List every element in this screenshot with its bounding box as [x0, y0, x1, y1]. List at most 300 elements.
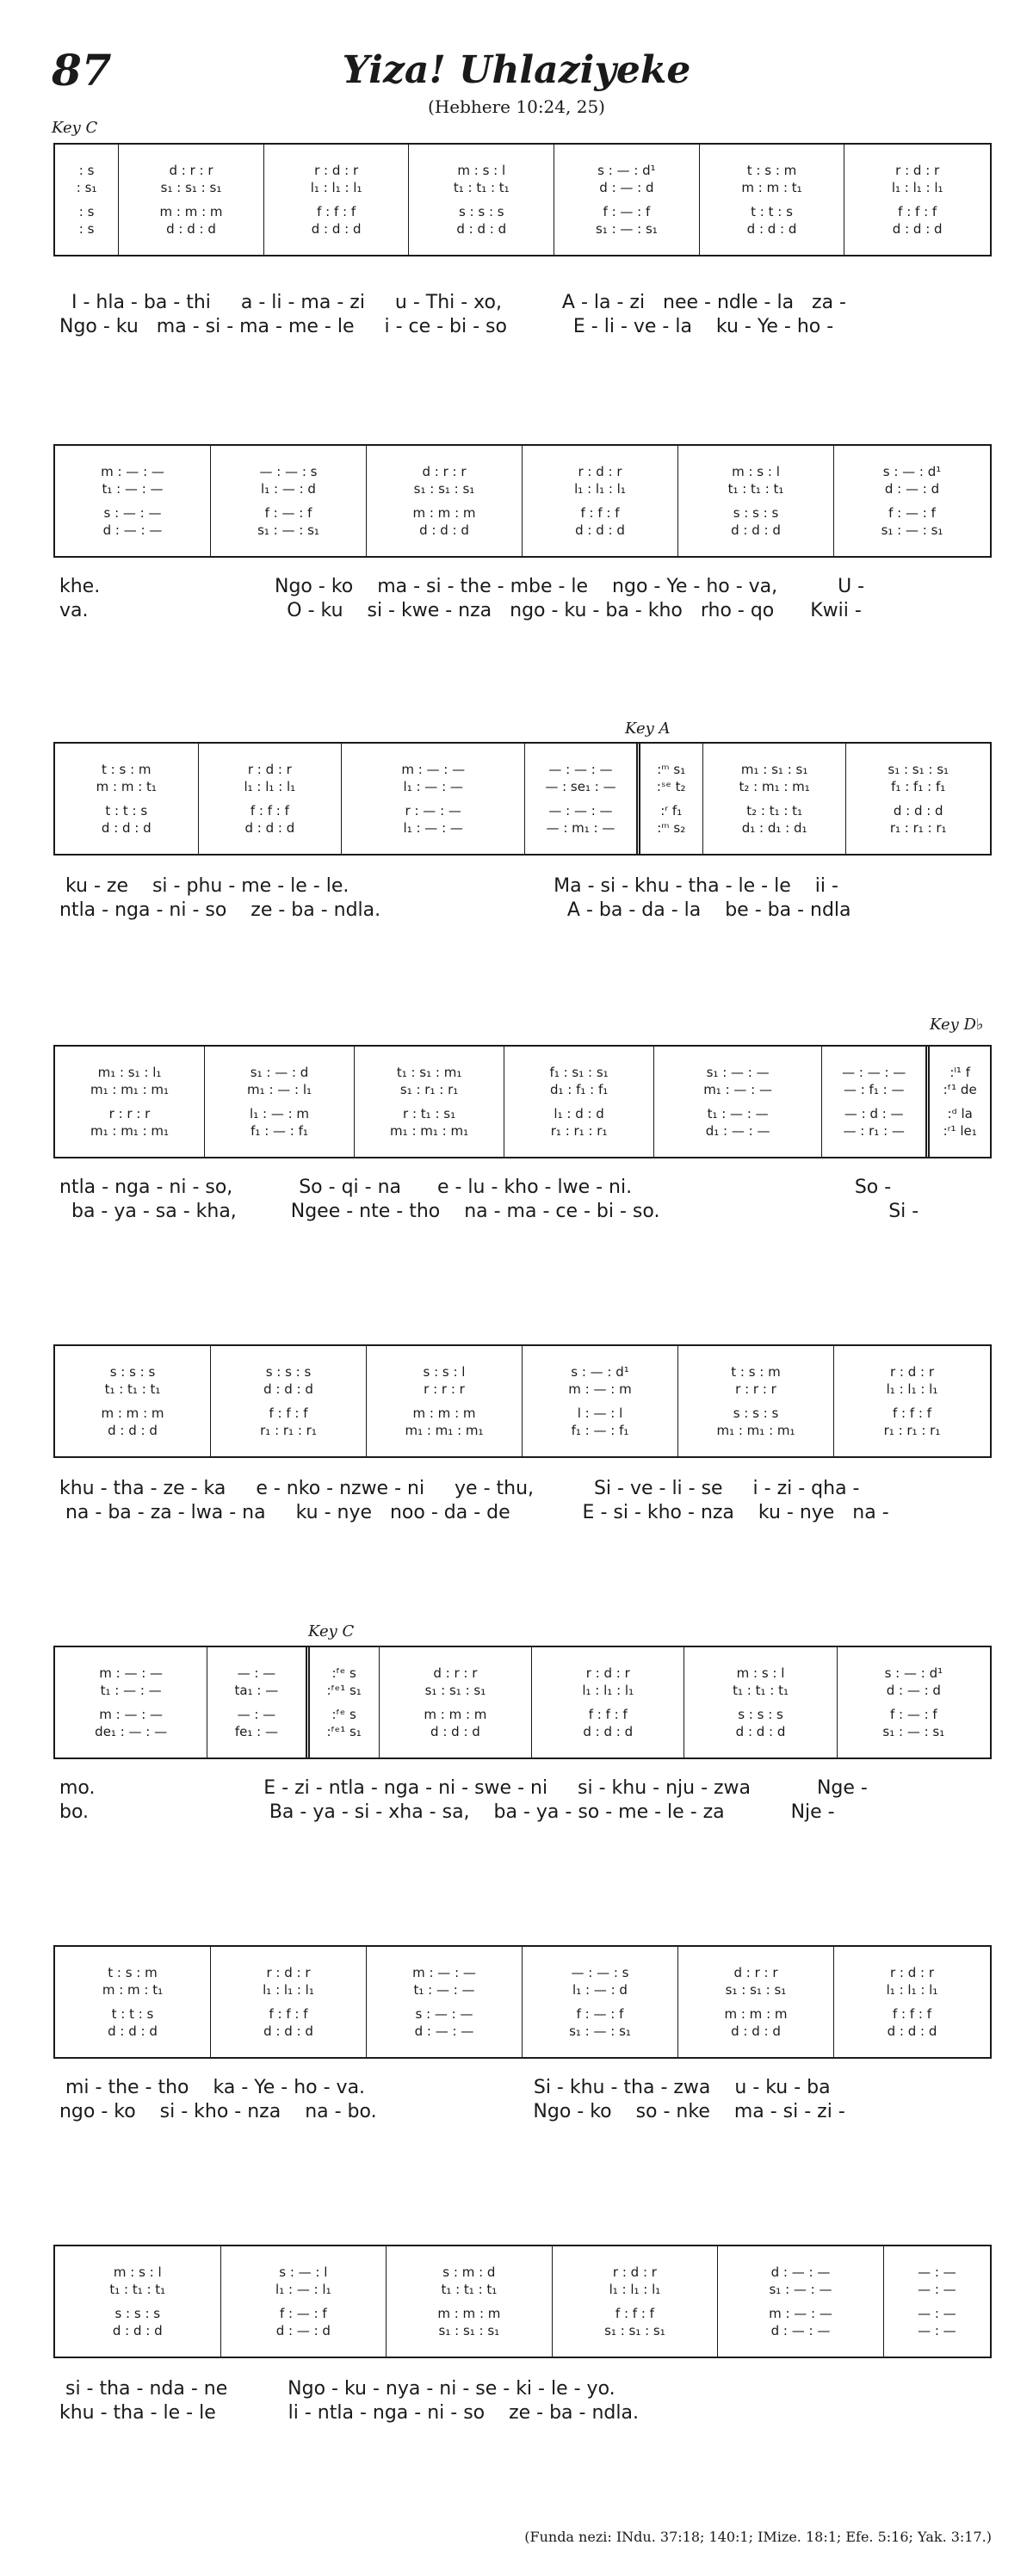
voice-part-4: d : d : d [731, 2023, 781, 2039]
voice-part-4: :ᵐ s₂ [657, 820, 686, 836]
lyrics-block-2 [53, 575, 992, 623]
voice-part-1: s₁ : — : d [250, 1065, 309, 1080]
lyrics-block-3 [53, 874, 992, 923]
voice-part-3: t : t : s [751, 204, 793, 219]
measure [930, 1047, 990, 1157]
voice-part-4: r₁ : r₁ : r₁ [883, 1423, 941, 1438]
measure [367, 1346, 523, 1456]
voice-part-4: m₁ : m₁ : m₁ [405, 1423, 484, 1438]
voice-part-1: — : — : s [259, 464, 318, 479]
voice-part-4: d : — : — [102, 522, 163, 538]
voice-part-2: d : d : d [263, 1381, 313, 1397]
voice-part-1: t : s : m [102, 762, 152, 777]
voice-part-4: d₁ : — : — [705, 1123, 770, 1139]
voice-part-4: d : d : d [101, 820, 152, 836]
voice-part-4: d : d : d [575, 522, 625, 538]
voice-part-1: s : m : d [442, 2264, 496, 2280]
measure [211, 1947, 367, 2057]
voice-part-2: l₁ : l₁ : l₁ [574, 481, 626, 497]
hymn-title: Yiza! Uhlaziyeke [342, 48, 691, 92]
voice-part-3: f : — : f [889, 1707, 937, 1722]
measure [55, 2246, 221, 2357]
voice-part-1: — : — : s [571, 1965, 629, 1980]
voice-part-3: m : m : m [412, 505, 476, 521]
measure [523, 1346, 678, 1456]
voice-part-1: m : s : l [457, 163, 506, 178]
measure [367, 446, 523, 556]
score-system-3 [53, 742, 992, 856]
voice-part-3: t : t : s [111, 2006, 154, 2022]
score-system-7 [53, 1945, 992, 2059]
voice-part-3: r : r : r [108, 1106, 151, 1121]
voice-part-1: m : s : l [732, 464, 780, 479]
lyric-verse-2: va. O - ku si - kwe - nza ngo - ku - ba - kho rho - qo Kwii - [53, 600, 862, 621]
lyrics-block-8 [53, 2377, 992, 2425]
voice-part-2: m₁ : — : — [703, 1082, 772, 1097]
voice-part-4: s₁ : s₁ : s₁ [438, 2323, 500, 2338]
voice-part-1: m : — : — [401, 762, 466, 777]
voice-part-2: d : — : d [884, 481, 940, 497]
voice-part-2: l₁ : l₁ : l₁ [310, 180, 362, 195]
voice-part-4: s₁ : — : s₁ [257, 522, 319, 538]
voice-part-4: — : — [918, 2323, 956, 2338]
score-system-5 [53, 1344, 992, 1458]
lyric-verse-1: khe. Ngo - ko ma - si - the - mbe - le ngo - Ye - ho - va, U - [53, 576, 865, 597]
voice-part-1: s : — : d¹ [884, 1665, 943, 1681]
voice-part-4: r₁ : r₁ : r₁ [889, 820, 947, 836]
voice-part-1: m₁ : s₁ : s₁ [740, 762, 808, 777]
voice-part-4: f₁ : — : f₁ [571, 1423, 629, 1438]
lyric-verse-1: si - tha - nda - ne Ngo - ku - nya - ni - se - ki - le - yo. [53, 2378, 615, 2400]
voice-part-2: s₁ : s₁ : s₁ [160, 180, 222, 195]
voice-part-4: de₁ : — : — [95, 1724, 168, 1739]
voice-part-3: r : t₁ : s₁ [403, 1106, 456, 1121]
voice-part-4: l₁ : — : — [403, 820, 463, 836]
measure [684, 1647, 837, 1757]
measure [211, 446, 367, 556]
voice-part-1: t : s : m [731, 1364, 781, 1380]
voice-part-4: m₁ : m₁ : m₁ [90, 1123, 170, 1139]
measure [838, 1647, 990, 1757]
voice-part-2: l₁ : l₁ : l₁ [244, 779, 296, 794]
voice-part-3: f : f : f [588, 1707, 628, 1722]
measure [55, 744, 199, 854]
voice-part-3: s : s : s [733, 1405, 779, 1421]
voice-part-3: f : f : f [898, 204, 937, 219]
voice-part-1: s : s : l [423, 1364, 466, 1380]
measure [678, 1346, 834, 1456]
voice-part-4: s₁ : — : s₁ [881, 522, 943, 538]
voice-part-2: t₁ : t₁ : t₁ [733, 1683, 789, 1698]
measure [387, 2246, 553, 2357]
voice-part-2: m : — : m [568, 1381, 632, 1397]
measure [207, 1647, 309, 1757]
lyrics-block-5 [53, 1477, 992, 1525]
voice-part-2: t₁ : t₁ : t₁ [109, 2282, 166, 2297]
voice-part-3: :ʳ f₁ [660, 803, 683, 819]
voice-part-1: s : — : d¹ [597, 163, 656, 178]
voice-part-2: d : — : d [886, 1683, 941, 1698]
voice-part-2: m₁ : — : l₁ [247, 1082, 312, 1097]
voice-part-4: fe₁ : — [234, 1724, 278, 1739]
measure [822, 1047, 930, 1157]
voice-part-1: :ᵐ s₁ [657, 762, 686, 777]
voice-part-4: d : d : d [430, 1724, 480, 1739]
score-system-8 [53, 2245, 992, 2358]
measure [523, 446, 678, 556]
lyrics-block-6 [53, 1776, 992, 1825]
voice-part-2: t₁ : — : — [413, 1982, 475, 1998]
voice-part-1: s : s : s [265, 1364, 312, 1380]
voice-part-1: f₁ : s₁ : s₁ [549, 1065, 609, 1080]
measure [834, 1947, 990, 2057]
voice-part-4: r₁ : r₁ : r₁ [550, 1123, 608, 1139]
voice-part-3: :ᵈ la [947, 1106, 973, 1121]
measure [834, 446, 990, 556]
voice-part-3: f : — : f [576, 2006, 624, 2022]
voice-part-4: s₁ : — : s₁ [595, 221, 658, 237]
voice-part-4: d : d : d [887, 2023, 937, 2039]
voice-part-4: d : d : d [735, 1724, 786, 1739]
scripture-reference: (Hebhere 10:24, 25) [428, 96, 605, 117]
voice-part-3: — : — : — [548, 803, 613, 819]
measure [55, 1947, 211, 2057]
measure [884, 2246, 990, 2357]
voice-part-3: f : f : f [615, 2306, 654, 2321]
score-system-4 [53, 1045, 992, 1158]
lyric-verse-2: ngo - ko si - kho - nza na - bo. Ngo - ko so - nke ma - si - zi - [53, 2101, 845, 2122]
measure [264, 145, 410, 255]
further-reading: (Funda nezi: INdu. 37:18; 140:1; IMize. 18:1; Efe. 5:16; Yak. 3:17.) [524, 2529, 992, 2545]
voice-part-4: d : d : d [456, 221, 507, 237]
voice-part-2: :ᶠ¹ de [943, 1082, 977, 1097]
voice-part-1: r : d : r [585, 1665, 630, 1681]
voice-part-2: l₁ : — : l₁ [275, 2282, 331, 2297]
lyric-verse-2: ba - ya - sa - kha, Ngee - nte - tho na - ma - ce - bi - so. Si - [53, 1201, 919, 1222]
voice-part-1: d : r : r [433, 1665, 478, 1681]
score-system-1 [53, 143, 992, 256]
voice-part-2: r : r : r [424, 1381, 465, 1397]
voice-part-4: d : d : d [112, 2323, 163, 2338]
voice-part-2: m : m : t₁ [741, 180, 802, 195]
voice-part-4: d : — : d [275, 2323, 331, 2338]
voice-part-1: m : s : l [113, 2264, 162, 2280]
voice-part-1: s₁ : — : — [706, 1065, 770, 1080]
voice-part-1: t₁ : s₁ : m₁ [396, 1065, 462, 1080]
voice-part-3: l₁ : — : m [250, 1106, 310, 1121]
measure [367, 1947, 523, 2057]
measure [532, 1647, 684, 1757]
voice-part-3: f : f : f [269, 2006, 308, 2022]
voice-part-1: s : s : s [109, 1364, 156, 1380]
voice-part-4: s₁ : s₁ : s₁ [604, 2323, 665, 2338]
measure [380, 1647, 532, 1757]
voice-part-1: s : — : d¹ [882, 464, 942, 479]
voice-part-1: r : d : r [314, 163, 359, 178]
lyric-verse-1: ku - ze si - phu - me - le - le. Ma - si - khu - tha - le - le ii - [53, 875, 838, 897]
lyric-verse-2: ntla - nga - ni - so ze - ba - ndla. A - ba - da - la be - ba - ndla [53, 899, 851, 921]
lyric-verse-1: I - hla - ba - thi a - li - ma - zi u - Thi - xo, A - la - zi nee - ndle - la za - [53, 292, 846, 313]
voice-part-1: s : — : l [279, 2264, 328, 2280]
voice-part-1: t : s : m [746, 163, 797, 178]
voice-part-3: s : — : — [415, 2006, 473, 2022]
voice-part-3: :ᶠᵉ s [331, 1707, 356, 1722]
lyric-verse-2: khu - tha - le - le li - ntla - nga - ni - so ze - ba - ndla. [53, 2402, 639, 2424]
lyric-verse-1: khu - tha - ze - ka e - nko - nzwe - ni ye - thu, Si - ve - li - se i - zi - qha - [53, 1478, 860, 1499]
voice-part-3: s : — : — [103, 505, 162, 521]
measure [525, 744, 640, 854]
voice-part-3: f : — : f [264, 505, 312, 521]
voice-part-3: f : — : f [603, 204, 651, 219]
measure [409, 145, 554, 255]
voice-part-2: t₁ : — : — [100, 1683, 162, 1698]
voice-part-3: m : m : m [101, 1405, 164, 1421]
voice-part-2: — : se₁ : — [545, 779, 616, 794]
measure [342, 744, 525, 854]
voice-part-2: ta₁ : — [234, 1683, 279, 1698]
voice-part-3: f : — : f [888, 505, 936, 521]
voice-part-1: m : — : — [99, 1665, 164, 1681]
voice-part-4: — : m₁ : — [546, 820, 615, 836]
voice-part-3: f : f : f [269, 1405, 308, 1421]
voice-part-2: s₁ : s₁ : s₁ [424, 1683, 486, 1698]
page-number: 87 [52, 45, 112, 96]
voice-part-3: t : t : s [105, 803, 148, 819]
voice-part-3: m : — : — [769, 2306, 832, 2321]
measure [221, 2246, 387, 2357]
measure [55, 145, 119, 255]
voice-part-2: s₁ : — : — [769, 2282, 832, 2297]
voice-part-2: d : — : d [599, 180, 654, 195]
measure [310, 1647, 380, 1757]
measure [678, 446, 834, 556]
voice-part-2: l₁ : l₁ : l₁ [263, 1982, 314, 1998]
measure [553, 2246, 719, 2357]
voice-part-3: r : — : — [405, 803, 461, 819]
voice-part-3: t₁ : — : — [707, 1106, 769, 1121]
voice-part-2: s₁ : s₁ : s₁ [725, 1982, 787, 1998]
voice-part-2: s₁ : r₁ : r₁ [399, 1082, 459, 1097]
voice-part-2: f₁ : f₁ : f₁ [891, 779, 946, 794]
voice-part-1: — : — : — [842, 1065, 906, 1080]
measure [55, 1647, 207, 1757]
measure [55, 1047, 205, 1157]
score-system-2 [53, 444, 992, 558]
voice-part-2: l₁ : — : d [572, 1982, 628, 1998]
measure [844, 145, 990, 255]
voice-part-4: d₁ : d₁ : d₁ [741, 820, 807, 836]
voice-part-3: — : — [237, 1707, 276, 1722]
voice-part-1: — : — : — [548, 762, 613, 777]
voice-part-4: d : d : d [746, 221, 797, 237]
voice-part-4: m₁ : m₁ : m₁ [716, 1423, 795, 1438]
measure [654, 1047, 822, 1157]
voice-part-1: — : — [237, 1665, 276, 1681]
measure [834, 1346, 990, 1456]
voice-part-3: — : — [918, 2306, 956, 2321]
voice-part-4: d : — : — [770, 2323, 831, 2338]
voice-part-2: l₁ : — : d [261, 481, 316, 497]
measure [504, 1047, 654, 1157]
voice-part-1: : s [78, 163, 95, 178]
voice-part-4: d : d : d [731, 522, 781, 538]
key-signature-c-return: Key C [308, 1622, 355, 1640]
voice-part-2: m₁ : m₁ : m₁ [90, 1082, 170, 1097]
voice-part-2: m : m : t₁ [96, 779, 157, 794]
measure [700, 145, 845, 255]
voice-part-4: s₁ : — : s₁ [882, 1724, 945, 1739]
voice-part-3: m : — : — [99, 1707, 164, 1722]
voice-part-4: d : d : d [108, 1423, 158, 1438]
voice-part-4: :ʳ¹ le₁ [943, 1123, 977, 1139]
voice-part-2: l₁ : l₁ : l₁ [609, 2282, 661, 2297]
measure [703, 744, 847, 854]
voice-part-3: s : s : s [738, 1707, 783, 1722]
voice-part-3: f : f : f [250, 803, 289, 819]
voice-part-1: — : — [918, 2264, 956, 2280]
voice-part-1: r : d : r [889, 1965, 935, 1980]
voice-part-2: l₁ : — : — [403, 779, 463, 794]
voice-part-1: r : d : r [247, 762, 292, 777]
key-signature-d-flat: Key D♭ [930, 1016, 984, 1034]
voice-part-1: r : d : r [266, 1965, 311, 1980]
voice-part-1: m₁ : s₁ : l₁ [97, 1065, 162, 1080]
key-signature-c: Key C [52, 119, 98, 137]
measure [678, 1947, 834, 2057]
voice-part-1: :ˡ¹ f [949, 1065, 970, 1080]
voice-part-1: d : r : r [422, 464, 467, 479]
voice-part-2: s₁ : s₁ : s₁ [413, 481, 475, 497]
voice-part-1: m : — : — [101, 464, 164, 479]
measure [211, 1346, 367, 1456]
voice-part-2: :ᶠᵉ¹ s₁ [326, 1683, 362, 1698]
voice-part-2: l₁ : l₁ : l₁ [891, 180, 943, 195]
voice-part-3: m : m : m [412, 1405, 476, 1421]
voice-part-3: l₁ : d : d [554, 1106, 604, 1121]
voice-part-2: t₂ : m₁ : m₁ [739, 779, 810, 794]
measure [55, 446, 211, 556]
voice-part-3: m : m : m [437, 2306, 501, 2321]
voice-part-4: m₁ : m₁ : m₁ [390, 1123, 469, 1139]
lyric-verse-1: ntla - nga - ni - so, So - qi - na e - lu - kho - lwe - ni. So - [53, 1177, 892, 1198]
measure [640, 744, 703, 854]
voice-part-4: r₁ : r₁ : r₁ [260, 1423, 317, 1438]
voice-part-2: l₁ : l₁ : l₁ [886, 1982, 938, 1998]
voice-part-1: r : d : r [889, 1364, 935, 1380]
voice-part-2: t₁ : t₁ : t₁ [453, 180, 510, 195]
voice-part-4: f₁ : — : f₁ [251, 1123, 308, 1139]
voice-part-1: s₁ : s₁ : s₁ [888, 762, 949, 777]
voice-part-3: f : f : f [580, 505, 620, 521]
voice-part-1: r : d : r [895, 163, 940, 178]
voice-part-4: d : d : d [108, 2023, 158, 2039]
voice-part-3: : s [78, 204, 95, 219]
voice-part-3: m : m : m [159, 204, 223, 219]
lyric-verse-2: Ngo - ku ma - si - ma - me - le i - ce - bi - so E - li - ve - la ku - Ye - ho - [53, 316, 834, 337]
voice-part-4: d : d : d [166, 221, 216, 237]
voice-part-3: m : m : m [424, 1707, 487, 1722]
voice-part-2: t₁ : t₁ : t₁ [104, 1381, 161, 1397]
voice-part-2: l₁ : l₁ : l₁ [886, 1381, 938, 1397]
lyrics-block-1 [53, 291, 992, 339]
measure [119, 145, 264, 255]
voice-part-3: — : d : — [844, 1106, 904, 1121]
voice-part-3: m : m : m [724, 2006, 788, 2022]
measure [718, 2246, 884, 2357]
key-signature-a: Key A [625, 720, 671, 738]
measure [199, 744, 343, 854]
voice-part-1: t : s : m [108, 1965, 158, 1980]
voice-part-4: d : d : d [311, 221, 362, 237]
measure [205, 1047, 355, 1157]
voice-part-3: t₂ : t₁ : t₁ [746, 803, 803, 819]
voice-part-2: — : — [918, 2282, 956, 2297]
voice-part-2: r : r : r [735, 1381, 776, 1397]
voice-part-3: s : s : s [458, 204, 504, 219]
voice-part-2: — : f₁ : — [843, 1082, 905, 1097]
voice-part-3: f : f : f [892, 1405, 932, 1421]
voice-part-1: d : — : — [770, 2264, 831, 2280]
voice-part-3: f : f : f [317, 204, 356, 219]
voice-part-4: : s [78, 221, 95, 237]
voice-part-3: l : — : l [577, 1405, 623, 1421]
voice-part-1: r : d : r [578, 464, 622, 479]
voice-part-1: r : d : r [612, 2264, 657, 2280]
voice-part-4: d : d : d [892, 221, 943, 237]
voice-part-1: d : r : r [169, 163, 213, 178]
voice-part-1: d : r : r [733, 1965, 778, 1980]
voice-part-4: s₁ : — : s₁ [569, 2023, 631, 2039]
voice-part-1: s : — : d¹ [571, 1364, 629, 1380]
lyric-verse-2: bo. Ba - ya - si - xha - sa, ba - ya - so - me - le - za Nje - [53, 1801, 835, 1823]
voice-part-4: :ᶠᵉ¹ s₁ [326, 1724, 362, 1739]
voice-part-3: d : d : d [893, 803, 943, 819]
voice-part-3: s : s : s [114, 2306, 161, 2321]
voice-part-1: :ᶠᵉ s [331, 1665, 356, 1681]
measure [846, 744, 990, 854]
voice-part-4: d : d : d [419, 522, 469, 538]
voice-part-1: m : — : — [412, 1965, 476, 1980]
lyrics-block-7 [53, 2076, 992, 2124]
voice-part-4: d : d : d [244, 820, 295, 836]
voice-part-4: d : d : d [583, 1724, 634, 1739]
voice-part-2: :ˢᵉ t₂ [656, 779, 686, 794]
measure [523, 1947, 678, 2057]
lyric-verse-1: mi - the - tho ka - Ye - ho - va. Si - khu - tha - zwa u - ku - ba [53, 2077, 831, 2098]
lyrics-block-4 [53, 1176, 992, 1224]
voice-part-3: f : f : f [892, 2006, 932, 2022]
voice-part-4: d : d : d [263, 2023, 313, 2039]
voice-part-2: : s₁ [76, 180, 97, 195]
voice-part-2: l₁ : l₁ : l₁ [582, 1683, 634, 1698]
measure [355, 1047, 504, 1157]
voice-part-3: f : — : f [279, 2306, 327, 2321]
voice-part-2: t₁ : t₁ : t₁ [441, 2282, 498, 2297]
voice-part-2: d₁ : f₁ : f₁ [549, 1082, 609, 1097]
measure [55, 1346, 211, 1456]
score-system-6 [53, 1646, 992, 1759]
voice-part-2: t₁ : — : — [102, 481, 164, 497]
voice-part-3: s : s : s [733, 505, 779, 521]
lyric-verse-1: mo. E - zi - ntla - nga - ni - swe - ni si - khu - nju - zwa Nge - [53, 1777, 868, 1799]
voice-part-2: m : m : t₁ [102, 1982, 164, 1998]
lyric-verse-2: na - ba - za - lwa - na ku - nye noo - da - de E - si - kho - nza ku - nye na - [53, 1502, 889, 1523]
voice-part-4: — : r₁ : — [843, 1123, 905, 1139]
voice-part-1: m : s : l [736, 1665, 785, 1681]
voice-part-2: t₁ : t₁ : t₁ [727, 481, 784, 497]
voice-part-4: d : — : — [414, 2023, 474, 2039]
measure [554, 145, 700, 255]
